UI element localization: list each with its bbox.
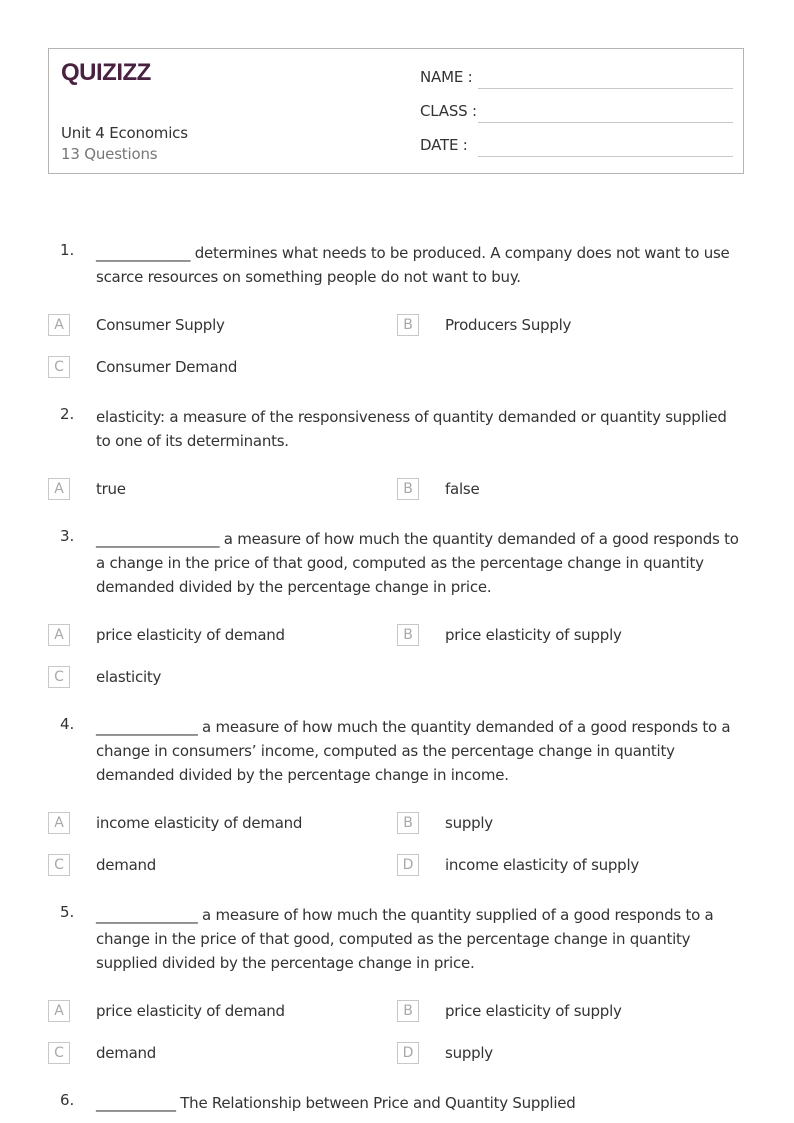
question-number: 6.	[60, 1091, 75, 1109]
option-text: price elasticity of supply	[445, 626, 622, 644]
name-label: NAME :	[420, 68, 473, 86]
question-text: ______________ a measure of how much the quantity supplied of a good responds to a change in the price of that good, computed as the percentage change in quantity supplied divided by the percentage change in price.	[96, 906, 714, 972]
question-number: 5.	[60, 903, 75, 921]
option-text: Consumer Demand	[96, 358, 238, 376]
option-letter-box[interactable]: A	[48, 314, 70, 336]
option-letter-box[interactable]: B	[397, 1000, 419, 1022]
option-letter-box[interactable]: B	[397, 624, 419, 646]
question-text: _________________ a measure of how much the quantity demanded of a good responds to a change in the price of that good, computed as the percentage change in quantity demanded divided by the percentage change in price.	[96, 530, 739, 596]
option-text: false	[445, 480, 480, 498]
svg-text:QUIZIZZ: QUIZIZZ	[61, 59, 151, 85]
class-field[interactable]	[420, 102, 733, 124]
question-text: elasticity: a measure of the responsiveness of quantity demanded or quantity supplied to one of its determinants.	[96, 408, 727, 450]
option-letter-box[interactable]: A	[48, 624, 70, 646]
option-letter-box[interactable]: A	[48, 812, 70, 834]
option-text: income elasticity of supply	[445, 856, 639, 874]
option-text: demand	[96, 1044, 157, 1062]
question-number: 2.	[60, 405, 75, 423]
option-text: price elasticity of supply	[445, 1002, 622, 1020]
option-text: elasticity	[96, 668, 162, 686]
option-text: Consumer Supply	[96, 316, 225, 334]
question-number: 1.	[60, 241, 75, 259]
date-field[interactable]	[420, 136, 733, 158]
option-letter-box[interactable]: D	[397, 1042, 419, 1064]
question-text: ___________ The Relationship between Price and Quantity Supplied	[96, 1094, 576, 1112]
class-label: CLASS :	[420, 102, 477, 120]
name-line[interactable]	[478, 88, 733, 89]
name-field[interactable]	[420, 68, 733, 90]
question-number: 3.	[60, 527, 75, 545]
question-number: 4.	[60, 715, 75, 733]
worksheet-title: Unit 4 Economics	[61, 124, 188, 142]
option-text: Producers Supply	[445, 316, 572, 334]
quizizz-logo	[61, 59, 151, 85]
option-text: supply	[445, 814, 493, 832]
worksheet-header	[48, 48, 744, 174]
option-text: price elasticity of demand	[96, 1002, 285, 1020]
option-letter-box[interactable]: C	[48, 356, 70, 378]
class-line[interactable]	[478, 122, 733, 123]
option-letter-box[interactable]: A	[48, 478, 70, 500]
option-letter-box[interactable]: D	[397, 854, 419, 876]
date-label: DATE :	[420, 136, 468, 154]
question-text: _____________ determines what needs to be produced. A company does not want to use scarce resources on something people do not want to buy.	[96, 244, 730, 286]
option-text: demand	[96, 856, 157, 874]
option-text: supply	[445, 1044, 493, 1062]
option-letter-box[interactable]: C	[48, 1042, 70, 1064]
date-line[interactable]	[478, 156, 733, 157]
option-text: true	[96, 480, 126, 498]
option-letter-box[interactable]: C	[48, 666, 70, 688]
option-letter-box[interactable]: C	[48, 854, 70, 876]
question-count: 13 Questions	[61, 145, 158, 163]
option-letter-box[interactable]: A	[48, 1000, 70, 1022]
option-text: income elasticity of demand	[96, 814, 303, 832]
option-text: price elasticity of demand	[96, 626, 285, 644]
question-text: ______________ a measure of how much the quantity demanded of a good responds to a change in consumers’ income, computed as the percentage change in quantity demanded divided by the percentage change in income.	[96, 718, 731, 784]
option-letter-box[interactable]: B	[397, 812, 419, 834]
option-letter-box[interactable]: B	[397, 314, 419, 336]
option-letter-box[interactable]: B	[397, 478, 419, 500]
